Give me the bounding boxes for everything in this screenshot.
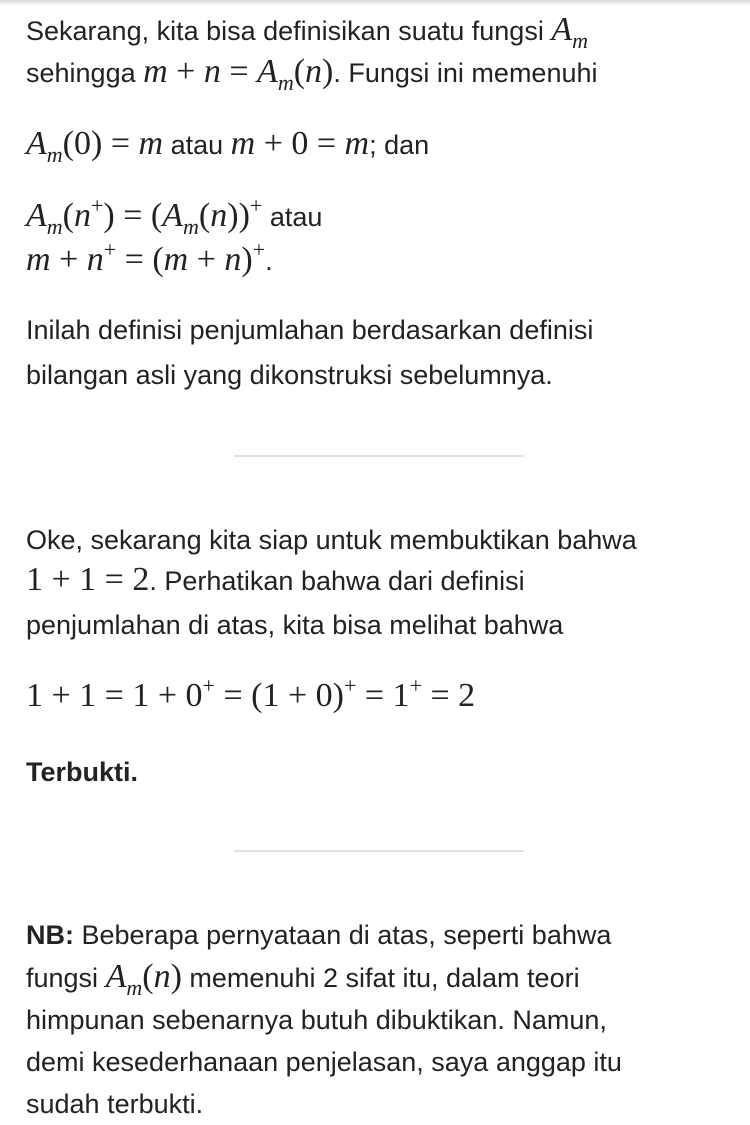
nb-label: NB: <box>26 920 74 950</box>
para2-line1: Inilah definisi penjumlahan berdasarkan definisi <box>26 315 594 345</box>
math-m-plus-nplus-eq-m-plus-n-plus: m + n+ = (m + n)+ <box>26 237 266 278</box>
proof-conclusion: Terbukti. <box>26 757 139 787</box>
math-sub-m: m <box>572 28 588 53</box>
math-m-plus-0-eq-m: m + 0 = m <box>230 125 370 162</box>
para1-line1-text: Sekarang, kita bisa definisikan suatu fungsi <box>26 16 552 46</box>
nb-line3: himpunan sebenarnya butuh dibuktikan. Namun, <box>26 1005 607 1035</box>
section-divider-1 <box>234 455 524 457</box>
nb-line1 <box>26 915 730 955</box>
para2-line2: bilangan asli yang dikonstruksi sebelumnya. <box>26 360 553 390</box>
para1-line2 <box>26 52 730 95</box>
top-fade <box>0 0 750 6</box>
cond2-atau: atau <box>262 202 323 232</box>
nb-line1-rest: Beberapa pernyataan di atas, seperti bahwa <box>74 920 612 950</box>
para3-line2-post: . Perhatikan bahwa dari definisi <box>149 566 525 596</box>
nb-line4: demi kesederhanaan penjelasan, saya anggap itu <box>26 1047 622 1077</box>
para1-line2-post: . Fungsi ini memenuhi <box>333 58 598 88</box>
proof-equation: 1 + 1 = 1 + 0+ = (1 + 0)+ = 1+ = 2 <box>26 673 476 714</box>
para3-line2 <box>26 560 730 601</box>
math-m-plus-n-eq-Am-n: $m + n = A_m(n)$ <box>143 53 334 95</box>
nb-line2-pre: fungsi <box>26 963 106 993</box>
para1-line2-pre: sehingga <box>26 58 144 88</box>
cond2-period: . <box>265 246 273 276</box>
math-A-m: A <box>551 11 573 48</box>
para1-line1 <box>26 10 730 53</box>
condition-2-line1 <box>26 193 730 239</box>
math-Am-nplus-eq-Am-n-plus: $A_m(n^+) = (A_m(n))^+$ <box>26 193 263 239</box>
condition-1 <box>26 124 730 167</box>
condition-2-line2 <box>26 237 730 283</box>
para3-line1: Oke, sekarang kita siap untuk membuktikan bahwa <box>26 525 637 555</box>
para3-line3: penjumlahan di atas, kita bisa melihat bahwa <box>26 610 564 640</box>
math-Am-n: $A_m(n)$ <box>105 958 182 1000</box>
section-divider-2 <box>234 850 524 852</box>
cond1-dan: ; dan <box>369 130 430 160</box>
nb-line2 <box>26 957 730 1000</box>
cond1-atau: atau <box>163 130 231 160</box>
nb-line5: sudah terbukti. <box>26 1089 204 1119</box>
nb-line2-post: memenuhi 2 sifat itu, dalam teori <box>181 963 580 993</box>
math-1-plus-1-eq-2: 1 + 1 = 2 <box>26 561 150 598</box>
math-Am-0-eq-m: $A_m(0) = m$ <box>26 125 164 167</box>
